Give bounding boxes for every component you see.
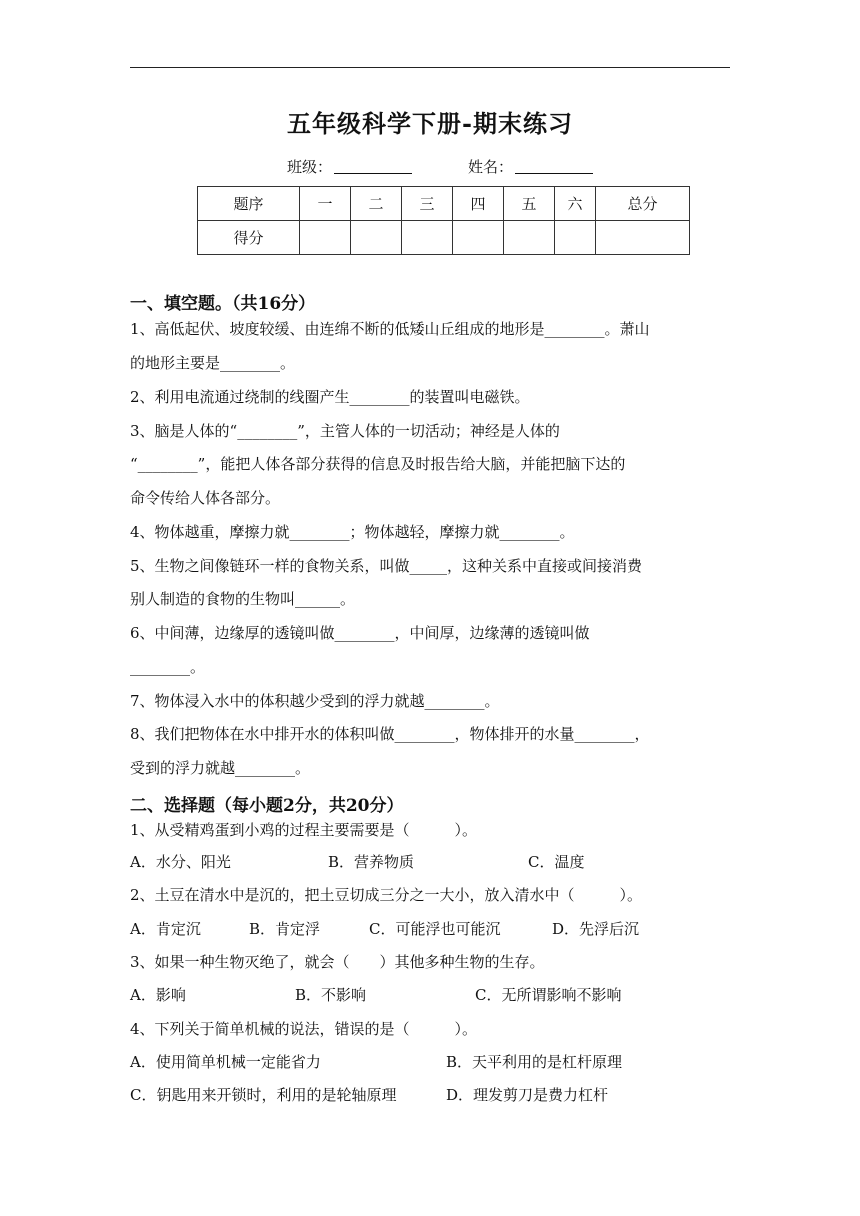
- section2-heading: 二、选择题（每小题2分，共20分）: [130, 796, 404, 816]
- table-cell: 一: [300, 187, 351, 221]
- table-cell: 五: [504, 187, 555, 221]
- section1-line: ________。: [130, 658, 206, 676]
- table-cell: 六: [555, 187, 596, 221]
- section1-line: 2、利用电流通过绕制的线圈产生________的装置叫电磁铁。: [130, 388, 530, 406]
- q4-option-b: B．天平利用的是杠杆原理: [446, 1053, 623, 1071]
- section1-line: 4、物体越重，摩擦力就________；物体越轻，摩擦力就________。: [130, 523, 575, 541]
- header-rule: [130, 67, 730, 68]
- section1-line: 6、中间薄，边缘厚的透镜叫做________，中间厚，边缘薄的透镜叫做: [130, 624, 590, 642]
- table-cell: 二: [351, 187, 402, 221]
- table-cell: 三: [402, 187, 453, 221]
- section1-line: 受到的浮力就越________。: [130, 759, 311, 777]
- score-cell: [300, 221, 351, 255]
- score-cell: [504, 221, 555, 255]
- section1-line: 7、物体浸入水中的体积越少受到的浮力就越________。: [130, 692, 500, 710]
- q2-option-d: D．先浮后沉: [552, 920, 640, 938]
- table-cell: 得分: [198, 221, 300, 255]
- q3-option-a: A．影响: [130, 986, 186, 1004]
- section1-line: 5、生物之间像链环一样的食物关系，叫做_____，这种关系中直接或间接消费: [130, 557, 643, 575]
- question-3: 3、如果一种生物灭绝了，就会（ ）其他多种生物的生存。: [130, 953, 545, 971]
- q4-option-c: C．钥匙用来开锁时，利用的是轮轴原理: [130, 1086, 397, 1104]
- q2-option-a: A．肯定沉: [130, 920, 201, 938]
- table-cell: 四: [453, 187, 504, 221]
- name-field: [468, 156, 593, 177]
- page-title: 五年级科学下册-期末练习: [287, 109, 573, 138]
- name-blank: [515, 159, 593, 174]
- name-label: 姓名：: [468, 158, 514, 176]
- q3-option-b: B．不影响: [295, 986, 367, 1004]
- section1-heading: 一、填空题。（共16分）: [130, 294, 316, 314]
- table-cell: 题序: [198, 187, 300, 221]
- score-cell: [453, 221, 504, 255]
- score-table: [197, 186, 690, 255]
- question-1: 1、从受精鸡蛋到小鸡的过程主要需要是（ ）。: [130, 821, 478, 839]
- score-table-header-row: [198, 187, 690, 221]
- q2-option-c: C．可能浮也可能沉: [369, 920, 501, 938]
- section1-line: 的地形主要是________。: [130, 354, 296, 372]
- question-2: 2、土豆在清水中是沉的，把土豆切成三分之一大小，放入清水中（ ）。: [130, 886, 643, 904]
- q1-option-b: B．营养物质: [328, 853, 415, 871]
- class-blank: [334, 159, 412, 174]
- q1-option-a: A．水分、阳光: [130, 853, 231, 871]
- score-cell: [402, 221, 453, 255]
- section1-line: 3、脑是人体的“________”，主管人体的一切活动；神经是人体的: [130, 422, 560, 440]
- q3-option-c: C．无所谓影响不影响: [475, 986, 622, 1004]
- section1-line: 8、我们把物体在水中排开水的体积叫做________，物体排开的水量________，: [130, 725, 650, 743]
- table-cell: 总分: [596, 187, 690, 221]
- section1-line: 别人制造的食物的生物叫______。: [130, 590, 356, 608]
- score-cell: [351, 221, 402, 255]
- question-4: 4、下列关于简单机械的说法，错误的是（ ）。: [130, 1020, 478, 1038]
- score-table-score-row: [198, 221, 690, 255]
- score-cell: [596, 221, 690, 255]
- section1-line: “________”，能把人体各部分获得的信息及时报告给大脑，并能把脑下达的: [130, 455, 626, 473]
- q4-option-d: D．理发剪刀是费力杠杆: [446, 1086, 609, 1104]
- q2-option-b: B．肯定浮: [249, 920, 321, 938]
- class-field: [287, 156, 412, 177]
- section1-line: 命令传给人体各部分。: [130, 489, 281, 507]
- q4-option-a: A．使用简单机械一定能省力: [130, 1053, 321, 1071]
- class-label: 班级：: [287, 158, 333, 176]
- q1-option-c: C．温度: [528, 853, 585, 871]
- section1-line: 1、高低起伏、坡度较缓、由连绵不断的低矮山丘组成的地形是________。萧山: [130, 320, 650, 338]
- score-cell: [555, 221, 596, 255]
